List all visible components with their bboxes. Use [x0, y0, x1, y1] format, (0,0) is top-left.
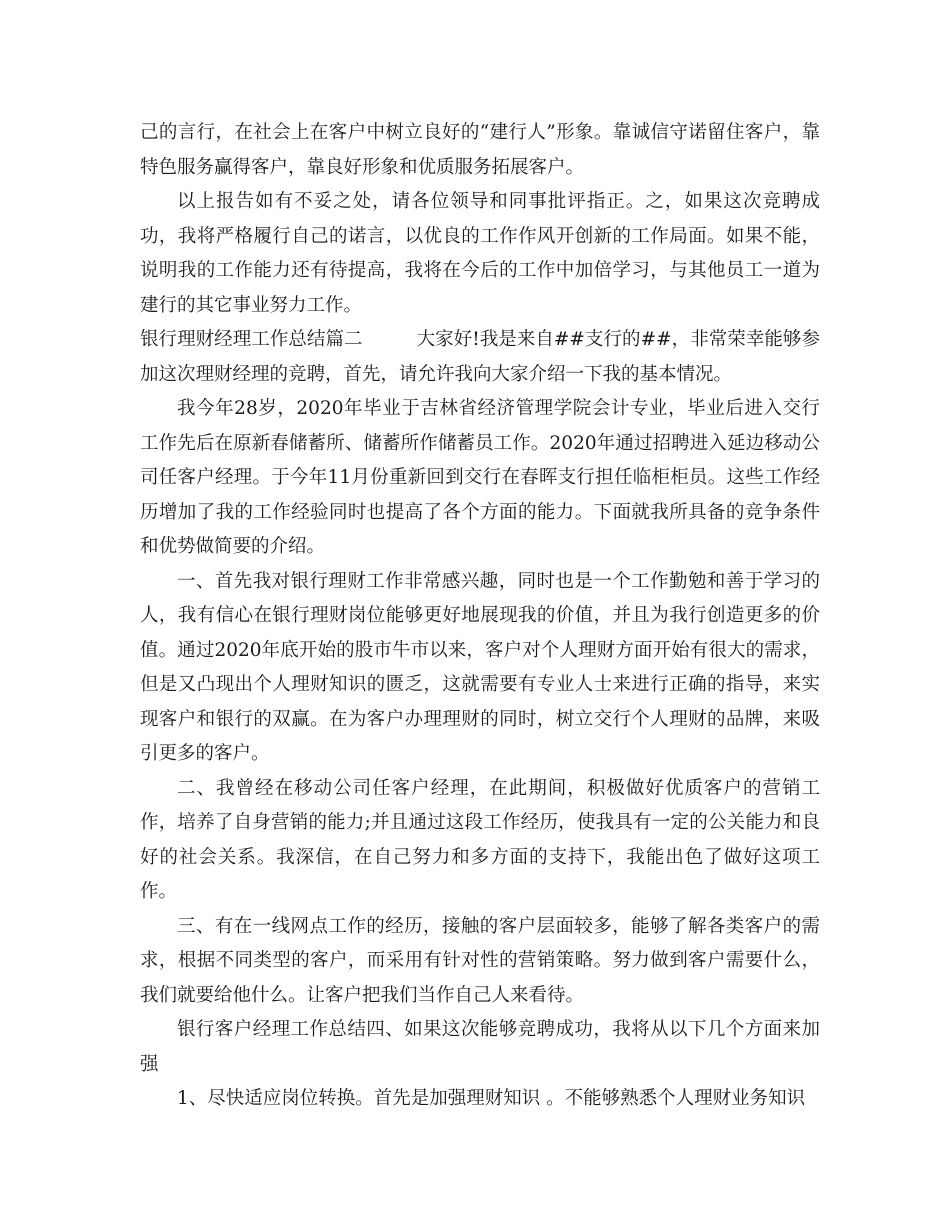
paragraph-item-one: 1、尽快适应岗位转换。首先是加强理财知识 。不能够熟悉个人理财业务知识: [177, 1088, 806, 1109]
paragraph-point-two: 二、我曾经在移动公司任客户经理，在此期间，积极做好优质客户的营销工作，培养了自身营销的能力;并且通过这段工作经历，使我具有一定的公关能力和良好的社会关系。我深信，在自己努力和多方面的支持下，我能出色了做好这项工作。: [140, 777, 820, 902]
paragraph-point-three: 三、有在一线网点工作的经历，接触的客户层面较多，能够了解各类客户的需求，根据不同类型的客户，而采用有针对性的营销策略。努力做到客户需要什么，我们就要给他什么。让客户把我们当作自己人来看待。: [140, 915, 820, 1006]
document-page: [140, 116, 820, 1117]
section-title: 银行理财经理工作总结篇二: [140, 329, 363, 350]
paragraph-closing-remarks: 以上报告如有不妥之处，请各位领导和同事批评指正。之，如果这次竞聘成功，我将严格履行自己的诺言，以优良的工作作风开创新的工作局面。如果不能，说明我的工作能力还有待提高，我将在今后的工作中加倍学习，与其他员工一道为建行的其它事业努力工作。: [140, 191, 820, 316]
paragraph-background: 我今年28岁，2020年毕业于吉林省经济管理学院会计专业，毕业后进入交行工作先后在原新春储蓄所、储蓄所作储蓄员工作。2020年通过招聘进入延边移动公司任客户经理。于今年11月份重新回到交行在春晖支行担任临柜柜员。这些工作经历增加了我的工作经验同时也提高了各个方面的能力。下面就我所具备的竞争条件和优势做简要的介绍。: [140, 398, 820, 557]
paragraph-point-one: 一、首先我对银行理财工作非常感兴趣，同时也是一个工作勤勉和善于学习的人，我有信心在银行理财岗位能够更好地展现我的价值，并且为我行创造更多的价值。通过2020年底开始的股市牛市以来，客户对个人理财方面开始有很大的需求，但是又凸现出个人理财知识的匮乏，这就需要有专业人士来进行正确的指导，来实现客户和银行的双赢。在为客户办理理财的同时，树立交行个人理财的品牌，来吸引更多的客户。: [140, 570, 820, 764]
section-intro: 大家好!我是来自##支行的##，非常荣幸能够参加这次理财经理的竞聘，首先，请允许我向大家介绍一下我的基本情况。: [140, 329, 820, 385]
paragraph-point-four: 银行客户经理工作总结四、如果这次能够竞聘成功，我将从以下几个方面来加强: [140, 1019, 820, 1075]
paragraph-continued: 己的言行，在社会上在客户中树立良好的“建行人”形象。靠诚信守诺留住客户，靠特色服务赢得客户，靠良好形象和优质服务拓展客户。: [140, 122, 820, 178]
section-paragraph: [140, 323, 820, 392]
